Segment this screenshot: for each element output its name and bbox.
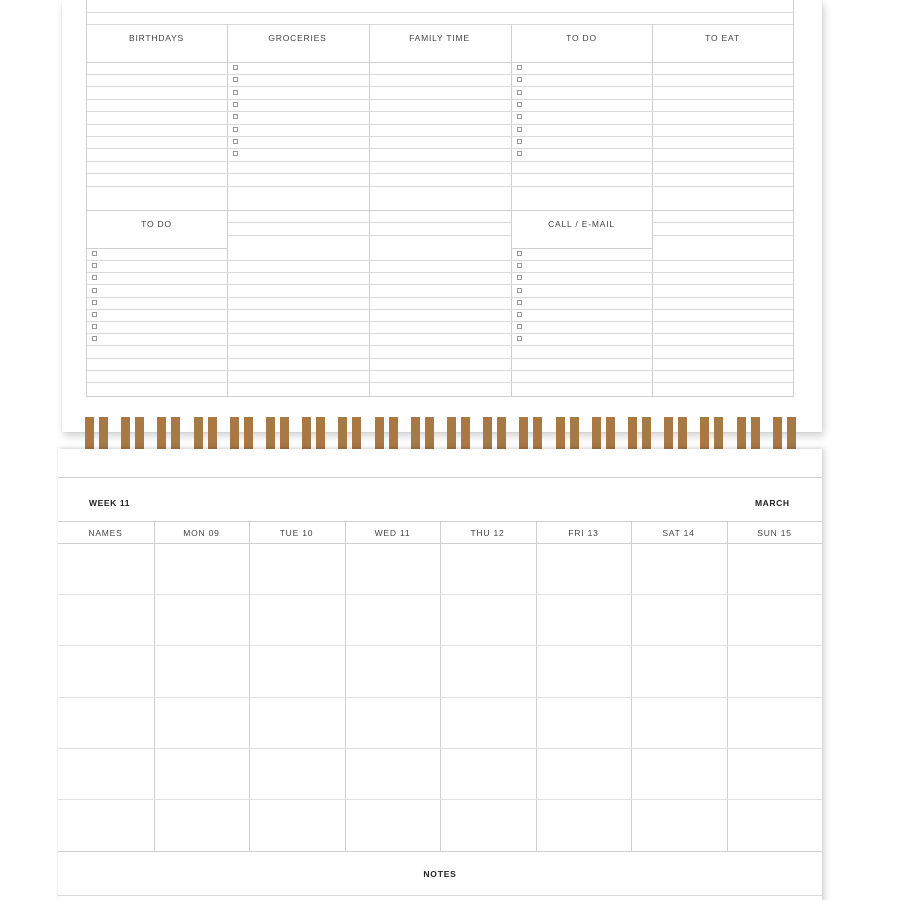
weekly-top-rule <box>58 477 822 478</box>
checkbox[interactable] <box>517 90 522 95</box>
day-column-divider <box>440 521 441 851</box>
binding-coil <box>375 417 384 451</box>
grid-line <box>86 382 794 383</box>
checkbox[interactable] <box>233 90 238 95</box>
binding-coil <box>497 417 506 451</box>
binding-coil <box>316 417 325 451</box>
checkbox[interactable] <box>233 114 238 119</box>
binding-coil <box>592 417 601 451</box>
grid-line <box>86 370 794 371</box>
column-names: NAMES <box>88 528 123 538</box>
binding-coil <box>700 417 709 451</box>
grid-line <box>86 124 794 125</box>
checkbox[interactable] <box>517 263 522 268</box>
binding-coil <box>533 417 542 451</box>
week-row-divider <box>58 799 822 800</box>
day-column-divider <box>536 521 537 851</box>
binding-coil <box>447 417 456 451</box>
header-divider <box>511 248 652 249</box>
binding-coil <box>664 417 673 451</box>
grid-line <box>86 260 794 261</box>
binding-coil <box>483 417 492 451</box>
checkbox[interactable] <box>517 114 522 119</box>
column-fri: FRI 13 <box>568 528 599 538</box>
checkbox[interactable] <box>233 77 238 82</box>
header-call-email: CALL / E-MAIL <box>548 219 615 229</box>
header-divider <box>86 62 794 63</box>
column-sat: SAT 14 <box>662 528 695 538</box>
header-groceries: GROCERIES <box>268 33 327 43</box>
grid-line <box>86 358 794 359</box>
grid-line <box>86 321 794 322</box>
day-column-divider <box>631 521 632 851</box>
column-mon: MON 09 <box>183 528 220 538</box>
column-sun: SUN 15 <box>757 528 792 538</box>
checkbox[interactable] <box>233 139 238 144</box>
grid-line <box>86 136 794 137</box>
checkbox[interactable] <box>92 251 97 256</box>
binding-coil <box>773 417 782 451</box>
checkbox[interactable] <box>92 288 97 293</box>
day-column-divider <box>249 521 250 851</box>
binding-coil <box>230 417 239 451</box>
week-row-divider <box>58 748 822 749</box>
checkbox[interactable] <box>92 312 97 317</box>
grid-line <box>86 297 794 298</box>
grid-line <box>86 173 794 174</box>
grid-line <box>86 333 794 334</box>
binding-coil <box>352 417 361 451</box>
week-number: WEEK 11 <box>89 498 131 508</box>
binding-coil <box>570 417 579 451</box>
checkbox[interactable] <box>92 263 97 268</box>
grid-line <box>86 186 794 187</box>
checkbox[interactable] <box>517 102 522 107</box>
binding-coil <box>556 417 565 451</box>
week-row-divider <box>58 594 822 595</box>
binding-coil <box>208 417 217 451</box>
week-row-divider <box>58 697 822 698</box>
binding-coil <box>194 417 203 451</box>
checkbox[interactable] <box>517 336 522 341</box>
header-family-time: FAMILY TIME <box>409 33 470 43</box>
header-birthdays: BIRTHDAYS <box>128 33 185 43</box>
binding-coil <box>678 417 687 451</box>
header-to-do: TO DO <box>566 33 597 43</box>
column-thu: THU 12 <box>470 528 505 538</box>
checkbox[interactable] <box>233 151 238 156</box>
binding-coil <box>302 417 311 451</box>
checkbox[interactable] <box>517 324 522 329</box>
binding-coil <box>266 417 275 451</box>
binding-coil <box>737 417 746 451</box>
grid-line <box>652 222 794 223</box>
header-divider <box>86 248 227 249</box>
checkbox[interactable] <box>92 275 97 280</box>
binding-coil <box>338 417 347 451</box>
grid-line <box>652 235 794 236</box>
checkbox[interactable] <box>517 65 522 70</box>
section-divider <box>86 210 794 211</box>
checkbox[interactable] <box>517 312 522 317</box>
binding-coil <box>280 417 289 451</box>
checkbox[interactable] <box>92 336 97 341</box>
binding-coil <box>85 417 94 451</box>
checkbox[interactable] <box>233 65 238 70</box>
binding-coil <box>714 417 723 451</box>
binding-coil <box>157 417 166 451</box>
day-column-divider <box>154 521 155 851</box>
binding-coil <box>99 417 108 451</box>
binding-coil <box>751 417 760 451</box>
column-tue: TUE 10 <box>279 528 314 538</box>
binding-coil <box>411 417 420 451</box>
day-column-divider <box>345 521 346 851</box>
header-to-do-secondary: TO DO <box>141 219 172 229</box>
binding-coil <box>135 417 144 451</box>
household-planner-grid <box>86 0 794 397</box>
binding-coil <box>389 417 398 451</box>
grid-line <box>86 284 794 285</box>
grid-line <box>86 161 794 162</box>
spiral-binding <box>85 417 797 451</box>
grid-line <box>227 222 511 223</box>
checkbox[interactable] <box>517 288 522 293</box>
month-name: MARCH <box>755 498 790 508</box>
notes-line <box>58 895 822 896</box>
binding-coil <box>787 417 796 451</box>
grid-line <box>86 272 794 273</box>
header-to-eat: TO EAT <box>705 33 740 43</box>
checkbox[interactable] <box>517 275 522 280</box>
checkbox[interactable] <box>517 151 522 156</box>
day-column-divider <box>727 521 728 851</box>
column-wed: WED 11 <box>374 528 411 538</box>
binding-coil <box>244 417 253 451</box>
binding-coil <box>171 417 180 451</box>
grid-line <box>86 345 794 346</box>
checkbox[interactable] <box>517 139 522 144</box>
grid-line <box>227 235 511 236</box>
checkbox[interactable] <box>92 300 97 305</box>
checkbox[interactable] <box>233 127 238 132</box>
checkbox[interactable] <box>233 102 238 107</box>
binding-coil <box>642 417 651 451</box>
grid-line <box>86 12 794 13</box>
binding-coil <box>628 417 637 451</box>
binding-coil <box>425 417 434 451</box>
checkbox[interactable] <box>517 77 522 82</box>
grid-line <box>86 148 794 149</box>
notes-divider <box>58 851 822 852</box>
grid-line <box>86 309 794 310</box>
grid-line <box>86 24 794 25</box>
binding-coil <box>606 417 615 451</box>
binding-coil <box>461 417 470 451</box>
binding-coil <box>121 417 130 451</box>
grid-line <box>86 99 794 100</box>
checkbox[interactable] <box>517 127 522 132</box>
checkbox[interactable] <box>517 300 522 305</box>
checkbox[interactable] <box>92 324 97 329</box>
week-row-divider <box>58 645 822 646</box>
grid-line <box>86 86 794 87</box>
binding-coil <box>519 417 528 451</box>
notes-label: NOTES <box>423 869 457 879</box>
grid-line <box>86 74 794 75</box>
checkbox[interactable] <box>517 251 522 256</box>
grid-line <box>86 111 794 112</box>
